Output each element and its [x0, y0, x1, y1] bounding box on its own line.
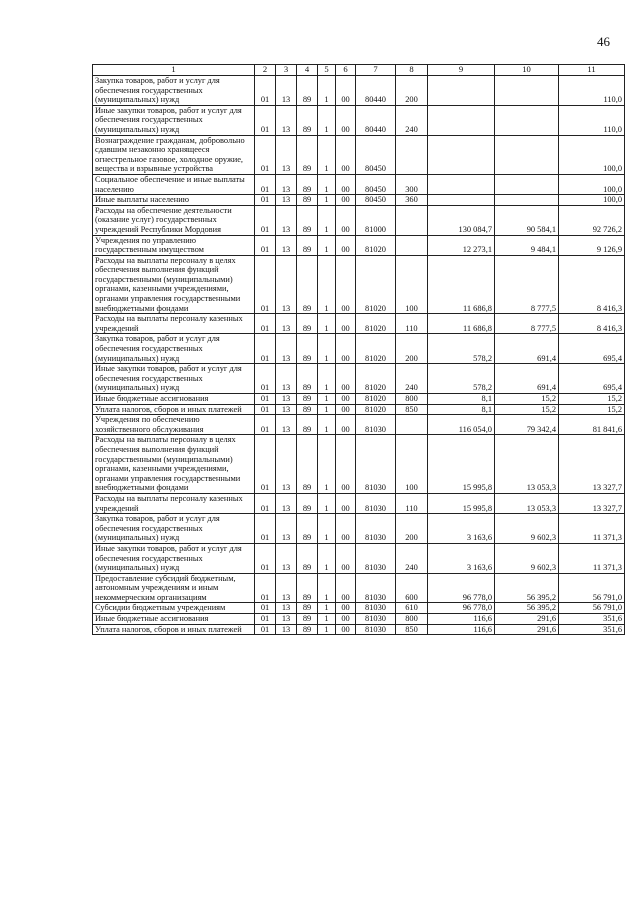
table-row: [93, 205, 625, 235]
row-cell-col-10: 90 584,1: [495, 205, 559, 235]
table-row: [93, 235, 625, 255]
row-name-cell: Расходы на выплаты персоналу в целях обеспечения выполнения функций государственными (муниципальными) органами, казенными учреждениями, органами управления государственными внебюджетными фондами: [93, 435, 255, 494]
row-cell-col-9: 3 163,6: [428, 543, 495, 573]
row-cell-col-9: 11 686,8: [428, 314, 495, 334]
row-cell-col-8: 800: [396, 614, 428, 625]
row-cell-col-4: 89: [297, 334, 318, 364]
row-cell-col-11: 695,4: [559, 364, 625, 394]
row-cell-col-2: 01: [255, 135, 276, 174]
row-cell-col-10: 8 777,5: [495, 255, 559, 314]
row-cell-col-5: 1: [318, 174, 336, 194]
row-cell-col-6: 00: [336, 404, 356, 415]
row-cell-col-8: [396, 415, 428, 435]
row-cell-col-2: 01: [255, 364, 276, 394]
row-cell-col-2: 01: [255, 614, 276, 625]
row-cell-col-10: 13 053,3: [495, 493, 559, 513]
row-name-cell: Расходы на выплаты персоналу в целях обеспечения выполнения функций государственными (муниципальными) органами, казенными учреждениями, органами управления государственными внебюджетными фондами: [93, 255, 255, 314]
row-cell-col-9: 15 995,8: [428, 493, 495, 513]
table-row: [93, 514, 625, 544]
row-cell-col-11: 8 416,3: [559, 255, 625, 314]
row-cell-col-3: 13: [276, 364, 297, 394]
row-cell-col-4: 89: [297, 404, 318, 415]
row-cell-col-10: 9 484,1: [495, 235, 559, 255]
row-cell-col-10: 8 777,5: [495, 314, 559, 334]
table-row: [93, 493, 625, 513]
row-cell-col-3: 13: [276, 603, 297, 614]
row-cell-col-11: 351,6: [559, 624, 625, 635]
row-cell-col-3: 13: [276, 76, 297, 106]
row-cell-col-10: [495, 135, 559, 174]
row-cell-col-2: 01: [255, 624, 276, 635]
column-header: 1: [93, 65, 255, 76]
row-cell-col-7: 80450: [356, 174, 396, 194]
row-cell-col-2: 01: [255, 314, 276, 334]
row-cell-col-11: 100,0: [559, 135, 625, 174]
row-cell-col-10: 691,4: [495, 334, 559, 364]
row-cell-col-2: 01: [255, 105, 276, 135]
row-cell-col-5: 1: [318, 543, 336, 573]
row-cell-col-6: 00: [336, 235, 356, 255]
row-cell-col-4: 89: [297, 174, 318, 194]
row-cell-col-2: 01: [255, 603, 276, 614]
row-cell-col-5: 1: [318, 76, 336, 106]
row-cell-col-4: 89: [297, 255, 318, 314]
row-cell-col-2: 01: [255, 493, 276, 513]
row-cell-col-9: 12 273,1: [428, 235, 495, 255]
column-header: 9: [428, 65, 495, 76]
row-cell-col-10: 56 395,2: [495, 573, 559, 603]
row-cell-col-9: 96 778,0: [428, 573, 495, 603]
row-cell-col-7: 81020: [356, 394, 396, 405]
row-cell-col-8: 200: [396, 334, 428, 364]
row-cell-col-9: 116,6: [428, 614, 495, 625]
row-cell-col-8: 200: [396, 76, 428, 106]
row-cell-col-6: 00: [336, 314, 356, 334]
row-cell-col-10: 15,2: [495, 394, 559, 405]
row-cell-col-4: 89: [297, 205, 318, 235]
row-cell-col-4: 89: [297, 195, 318, 206]
row-cell-col-10: 13 053,3: [495, 435, 559, 494]
row-cell-col-7: 81030: [356, 603, 396, 614]
row-cell-col-11: 13 327,7: [559, 435, 625, 494]
row-cell-col-11: 9 126,9: [559, 235, 625, 255]
row-cell-col-4: 89: [297, 394, 318, 405]
row-cell-col-3: 13: [276, 195, 297, 206]
row-cell-col-4: 89: [297, 514, 318, 544]
row-cell-col-11: 11 371,3: [559, 514, 625, 544]
row-cell-col-7: 81020: [356, 235, 396, 255]
table-header-row: [93, 65, 625, 76]
row-name-cell: Субсидии бюджетным учреждениям: [93, 603, 255, 614]
row-cell-col-9: [428, 174, 495, 194]
page-number: 46: [597, 34, 610, 49]
row-cell-col-8: 100: [396, 255, 428, 314]
row-cell-col-4: 89: [297, 135, 318, 174]
row-cell-col-8: 110: [396, 493, 428, 513]
row-cell-col-10: 9 602,3: [495, 543, 559, 573]
row-cell-col-8: 360: [396, 195, 428, 206]
row-cell-col-11: 110,0: [559, 76, 625, 106]
column-header: 6: [336, 65, 356, 76]
row-cell-col-11: 13 327,7: [559, 493, 625, 513]
row-name-cell: Учреждения по управлению государственным имуществом: [93, 235, 255, 255]
row-cell-col-5: 1: [318, 105, 336, 135]
row-cell-col-4: 89: [297, 603, 318, 614]
row-cell-col-8: 100: [396, 435, 428, 494]
row-cell-col-4: 89: [297, 105, 318, 135]
row-cell-col-8: 240: [396, 364, 428, 394]
row-cell-col-8: 200: [396, 514, 428, 544]
row-cell-col-5: 1: [318, 205, 336, 235]
row-cell-col-2: 01: [255, 415, 276, 435]
row-cell-col-3: 13: [276, 394, 297, 405]
row-cell-col-3: 13: [276, 573, 297, 603]
row-cell-col-11: 15,2: [559, 404, 625, 415]
row-cell-col-10: 691,4: [495, 364, 559, 394]
row-cell-col-6: 00: [336, 394, 356, 405]
row-cell-col-4: 89: [297, 364, 318, 394]
table-row: [93, 364, 625, 394]
row-cell-col-3: 13: [276, 314, 297, 334]
budget-table: [92, 64, 625, 635]
table-row: [93, 573, 625, 603]
row-cell-col-8: 610: [396, 603, 428, 614]
row-cell-col-3: 13: [276, 514, 297, 544]
row-cell-col-9: 130 084,7: [428, 205, 495, 235]
row-cell-col-9: 116 054,0: [428, 415, 495, 435]
table-body: [93, 76, 625, 635]
row-cell-col-3: 13: [276, 135, 297, 174]
row-cell-col-10: 79 342,4: [495, 415, 559, 435]
column-header: 5: [318, 65, 336, 76]
row-cell-col-4: 89: [297, 573, 318, 603]
row-cell-col-10: [495, 76, 559, 106]
row-name-cell: Иные закупки товаров, работ и услуг для обеспечения государственных (муниципальных) нужд: [93, 105, 255, 135]
table-row: [93, 624, 625, 635]
row-cell-col-5: 1: [318, 135, 336, 174]
row-cell-col-11: 81 841,6: [559, 415, 625, 435]
row-cell-col-7: 81030: [356, 573, 396, 603]
row-cell-col-6: 00: [336, 255, 356, 314]
row-cell-col-2: 01: [255, 394, 276, 405]
row-cell-col-2: 01: [255, 174, 276, 194]
row-cell-col-2: 01: [255, 334, 276, 364]
column-header: 2: [255, 65, 276, 76]
row-cell-col-4: 89: [297, 235, 318, 255]
row-cell-col-10: [495, 195, 559, 206]
row-cell-col-2: 01: [255, 76, 276, 106]
row-cell-col-5: 1: [318, 404, 336, 415]
row-name-cell: Закупка товаров, работ и услуг для обеспечения государственных (муниципальных) нужд: [93, 514, 255, 544]
row-name-cell: Расходы на выплаты персоналу казенных учреждений: [93, 493, 255, 513]
row-cell-col-2: 01: [255, 514, 276, 544]
row-cell-col-9: [428, 135, 495, 174]
row-cell-col-8: 800: [396, 394, 428, 405]
row-name-cell: Расходы на обеспечение деятельности (оказание услуг) государственных учреждений Республики Мордовия: [93, 205, 255, 235]
row-cell-col-9: 3 163,6: [428, 514, 495, 544]
row-cell-col-5: 1: [318, 314, 336, 334]
row-cell-col-8: 300: [396, 174, 428, 194]
row-cell-col-10: 9 602,3: [495, 514, 559, 544]
table-row: [93, 543, 625, 573]
row-cell-col-10: 56 395,2: [495, 603, 559, 614]
row-cell-col-11: 110,0: [559, 105, 625, 135]
row-cell-col-9: 116,6: [428, 624, 495, 635]
row-cell-col-8: 850: [396, 404, 428, 415]
row-name-cell: Вознаграждение гражданам, добровольно сдавшим незаконно хранящееся огнестрельное газовое, холодное оружие, вещества и взрывные устройства: [93, 135, 255, 174]
row-cell-col-5: 1: [318, 435, 336, 494]
row-cell-col-3: 13: [276, 334, 297, 364]
row-cell-col-6: 00: [336, 205, 356, 235]
row-cell-col-3: 13: [276, 614, 297, 625]
table-row: [93, 614, 625, 625]
column-header: 10: [495, 65, 559, 76]
table-row: [93, 135, 625, 174]
row-cell-col-4: 89: [297, 76, 318, 106]
row-name-cell: Расходы на выплаты персоналу казенных учреждений: [93, 314, 255, 334]
row-cell-col-5: 1: [318, 614, 336, 625]
row-cell-col-2: 01: [255, 205, 276, 235]
row-cell-col-4: 89: [297, 314, 318, 334]
row-cell-col-6: 00: [336, 415, 356, 435]
row-cell-col-10: 291,6: [495, 614, 559, 625]
row-cell-col-5: 1: [318, 603, 336, 614]
row-cell-col-6: 00: [336, 364, 356, 394]
row-name-cell: Уплата налогов, сборов и иных платежей: [93, 404, 255, 415]
row-cell-col-5: 1: [318, 394, 336, 405]
row-cell-col-7: 81000: [356, 205, 396, 235]
row-cell-col-5: 1: [318, 415, 336, 435]
row-cell-col-8: 240: [396, 543, 428, 573]
row-cell-col-9: 578,2: [428, 334, 495, 364]
row-cell-col-9: 578,2: [428, 364, 495, 394]
table-row: [93, 334, 625, 364]
row-cell-col-8: 600: [396, 573, 428, 603]
row-cell-col-4: 89: [297, 624, 318, 635]
row-name-cell: Иные закупки товаров, работ и услуг для обеспечения государственных (муниципальных) нужд: [93, 364, 255, 394]
row-cell-col-6: 00: [336, 573, 356, 603]
row-cell-col-7: 81030: [356, 415, 396, 435]
row-cell-col-6: 00: [336, 435, 356, 494]
table-row: [93, 603, 625, 614]
row-cell-col-7: 80450: [356, 135, 396, 174]
row-cell-col-7: 81030: [356, 493, 396, 513]
column-header: 7: [356, 65, 396, 76]
row-cell-col-7: 81030: [356, 624, 396, 635]
row-cell-col-5: 1: [318, 493, 336, 513]
row-cell-col-9: 15 995,8: [428, 435, 495, 494]
table-row: [93, 195, 625, 206]
row-cell-col-7: 81030: [356, 435, 396, 494]
row-cell-col-9: [428, 76, 495, 106]
row-name-cell: Предоставление субсидий бюджетным, автономным учреждениям и иным некоммерческим организациям: [93, 573, 255, 603]
row-cell-col-11: 695,4: [559, 334, 625, 364]
row-cell-col-10: 15,2: [495, 404, 559, 415]
row-cell-col-3: 13: [276, 105, 297, 135]
row-name-cell: Учреждения по обеспечению хозяйственного обслуживания: [93, 415, 255, 435]
row-cell-col-6: 00: [336, 135, 356, 174]
row-cell-col-6: 00: [336, 543, 356, 573]
row-cell-col-4: 89: [297, 543, 318, 573]
row-cell-col-11: 8 416,3: [559, 314, 625, 334]
row-cell-col-8: 240: [396, 105, 428, 135]
row-cell-col-7: 81020: [356, 255, 396, 314]
row-cell-col-9: 8,1: [428, 404, 495, 415]
column-header: 4: [297, 65, 318, 76]
table-row: [93, 76, 625, 106]
row-cell-col-5: 1: [318, 235, 336, 255]
column-header: 11: [559, 65, 625, 76]
row-cell-col-7: 81030: [356, 614, 396, 625]
row-cell-col-6: 00: [336, 195, 356, 206]
row-cell-col-11: 100,0: [559, 174, 625, 194]
table-row: [93, 404, 625, 415]
row-name-cell: Закупка товаров, работ и услуг для обеспечения государственных (муниципальных) нужд: [93, 76, 255, 106]
row-cell-col-3: 13: [276, 174, 297, 194]
row-cell-col-3: 13: [276, 415, 297, 435]
row-cell-col-8: [396, 135, 428, 174]
row-cell-col-11: 56 791,0: [559, 603, 625, 614]
row-cell-col-8: 850: [396, 624, 428, 635]
row-name-cell: Иные выплаты населению: [93, 195, 255, 206]
row-cell-col-5: 1: [318, 624, 336, 635]
row-cell-col-8: 110: [396, 314, 428, 334]
row-cell-col-3: 13: [276, 493, 297, 513]
column-header: 3: [276, 65, 297, 76]
row-cell-col-2: 01: [255, 195, 276, 206]
row-cell-col-7: 80450: [356, 195, 396, 206]
row-cell-col-4: 89: [297, 435, 318, 494]
row-cell-col-7: 81020: [356, 314, 396, 334]
row-cell-col-9: 11 686,8: [428, 255, 495, 314]
table-row: [93, 105, 625, 135]
row-name-cell: Закупка товаров, работ и услуг для обеспечения государственных (муниципальных) нужд: [93, 334, 255, 364]
row-cell-col-6: 00: [336, 174, 356, 194]
row-cell-col-7: 81030: [356, 514, 396, 544]
column-header: 8: [396, 65, 428, 76]
row-cell-col-6: 00: [336, 603, 356, 614]
row-cell-col-3: 13: [276, 205, 297, 235]
row-cell-col-10: 291,6: [495, 624, 559, 635]
row-cell-col-9: [428, 105, 495, 135]
row-cell-col-7: 81020: [356, 404, 396, 415]
table-row: [93, 415, 625, 435]
row-name-cell: Иные бюджетные ассигнования: [93, 614, 255, 625]
row-cell-col-3: 13: [276, 543, 297, 573]
row-cell-col-5: 1: [318, 255, 336, 314]
row-cell-col-2: 01: [255, 435, 276, 494]
row-cell-col-5: 1: [318, 195, 336, 206]
table-row: [93, 394, 625, 405]
row-cell-col-5: 1: [318, 364, 336, 394]
row-cell-col-2: 01: [255, 235, 276, 255]
row-cell-col-6: 00: [336, 614, 356, 625]
row-cell-col-6: 00: [336, 105, 356, 135]
row-cell-col-11: 92 726,2: [559, 205, 625, 235]
row-cell-col-4: 89: [297, 493, 318, 513]
row-cell-col-3: 13: [276, 435, 297, 494]
row-cell-col-7: 80440: [356, 105, 396, 135]
row-cell-col-3: 13: [276, 624, 297, 635]
row-cell-col-5: 1: [318, 334, 336, 364]
row-cell-col-7: 80440: [356, 76, 396, 106]
table-row: [93, 255, 625, 314]
row-cell-col-7: 81020: [356, 364, 396, 394]
row-cell-col-5: 1: [318, 573, 336, 603]
table-row: [93, 314, 625, 334]
row-cell-col-2: 01: [255, 573, 276, 603]
row-cell-col-5: 1: [318, 514, 336, 544]
row-cell-col-6: 00: [336, 493, 356, 513]
row-cell-col-3: 13: [276, 255, 297, 314]
row-cell-col-11: 15,2: [559, 394, 625, 405]
row-cell-col-11: 11 371,3: [559, 543, 625, 573]
row-cell-col-2: 01: [255, 543, 276, 573]
row-cell-col-9: 96 778,0: [428, 603, 495, 614]
row-cell-col-11: 56 791,0: [559, 573, 625, 603]
row-cell-col-2: 01: [255, 255, 276, 314]
row-cell-col-3: 13: [276, 404, 297, 415]
row-cell-col-6: 00: [336, 334, 356, 364]
row-cell-col-9: [428, 195, 495, 206]
row-cell-col-11: 351,6: [559, 614, 625, 625]
row-cell-col-4: 89: [297, 614, 318, 625]
row-cell-col-11: 100,0: [559, 195, 625, 206]
row-cell-col-4: 89: [297, 415, 318, 435]
row-cell-col-2: 01: [255, 404, 276, 415]
row-name-cell: Иные закупки товаров, работ и услуг для обеспечения государственных (муниципальных) нужд: [93, 543, 255, 573]
table-row: [93, 174, 625, 194]
row-cell-col-6: 00: [336, 624, 356, 635]
row-cell-col-9: 8,1: [428, 394, 495, 405]
row-name-cell: Социальное обеспечение и иные выплаты населению: [93, 174, 255, 194]
row-cell-col-6: 00: [336, 76, 356, 106]
row-cell-col-7: 81020: [356, 334, 396, 364]
row-cell-col-10: [495, 174, 559, 194]
table-row: [93, 435, 625, 494]
row-cell-col-6: 00: [336, 514, 356, 544]
row-name-cell: Уплата налогов, сборов и иных платежей: [93, 624, 255, 635]
row-cell-col-8: [396, 205, 428, 235]
row-cell-col-3: 13: [276, 235, 297, 255]
row-cell-col-10: [495, 105, 559, 135]
row-cell-col-7: 81030: [356, 543, 396, 573]
row-cell-col-8: [396, 235, 428, 255]
row-name-cell: Иные бюджетные ассигнования: [93, 394, 255, 405]
